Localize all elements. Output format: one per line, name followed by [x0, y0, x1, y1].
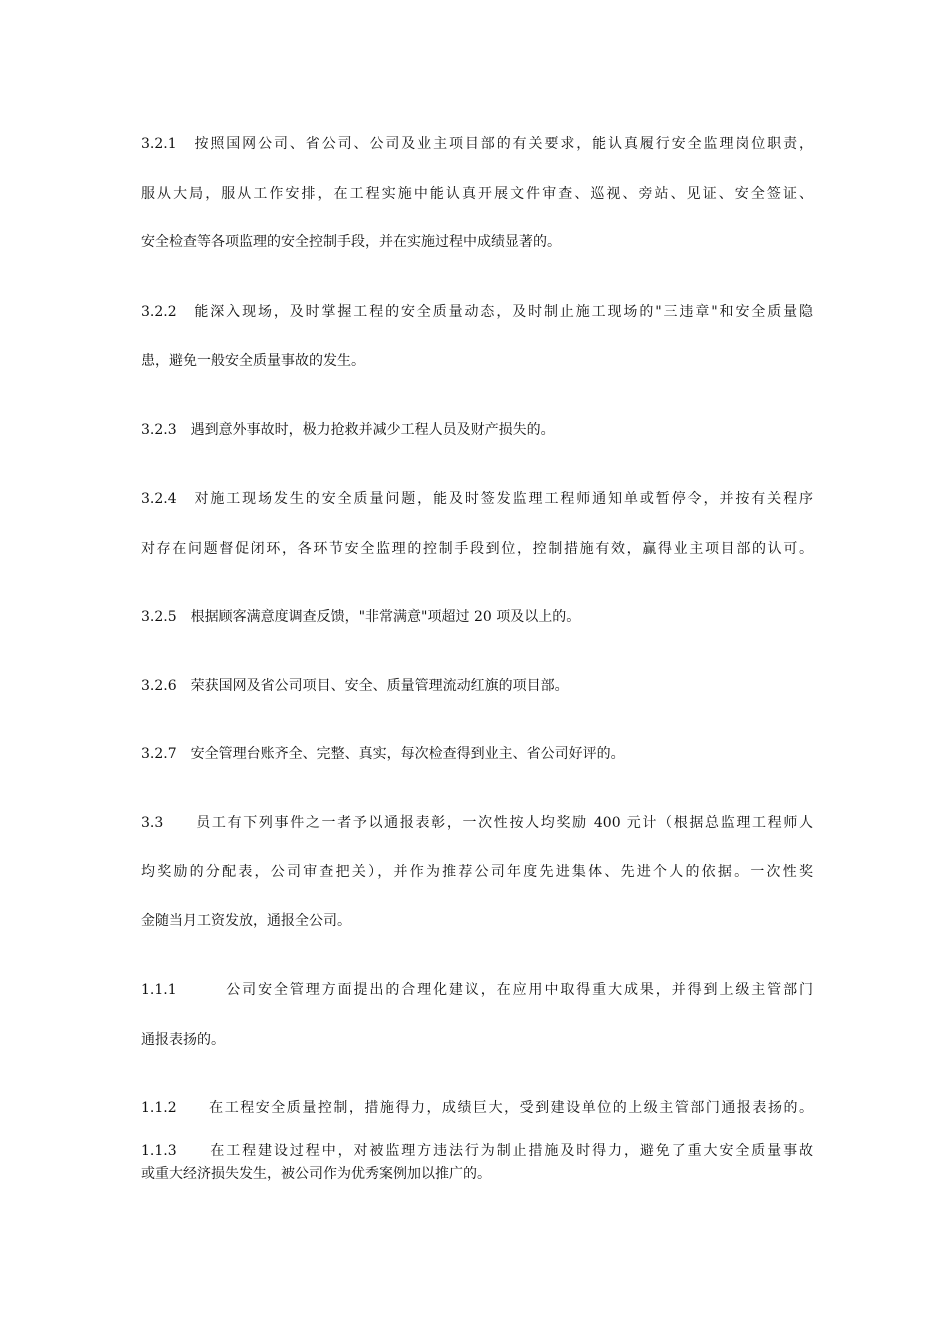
clause-1-1-2: 1.1.2 在工程安全质量控制，措施得力，成绩巨大，受到建设单位的上级主管部门通报表扬的。: [141, 1100, 813, 1116]
clause-3-2-1-line-2: 服从大局，服从工作安排，在工程实施中能认真开展文件审查、巡视、旁站、见证、安全签证、: [141, 186, 813, 202]
clause-3-2-7: 3.2.7 安全管理台账齐全、完整、真实，每次检查得到业主、省公司好评的。: [141, 746, 625, 762]
clause-3-3-line-1: 3.3 员工有下列事件之一者予以通报表彰，一次性按人均奖励 400 元计（根据总监理工程师人: [141, 815, 813, 831]
clause-3-2-2-line-1: 3.2.2 能深入现场，及时掌握工程的安全质量动态，及时制止施工现场的"三违章"和安全质量隐: [141, 304, 813, 320]
clause-1-1-3-line-2: 或重大经济损失发生，被公司作为优秀案例加以推广的。: [141, 1166, 491, 1182]
clause-3-2-4-line-1: 3.2.4 对施工现场发生的安全质量问题，能及时签发监理工程师通知单或暂停令，并按有关程序: [141, 491, 813, 507]
clause-3-2-6: 3.2.6 荣获国网及省公司项目、安全、质量管理流动红旗的项目部。: [141, 678, 569, 694]
clause-1-1-3-line-1: 1.1.3 在工程建设过程中，对被监理方违法行为制止措施及时得力，避免了重大安全质量事故: [141, 1143, 813, 1159]
clause-1-1-1-line-2: 通报表扬的。: [141, 1032, 225, 1048]
clause-3-3-line-3: 金随当月工资发放，通报全公司。: [141, 913, 351, 929]
clause-1-1-1-line-1: 1.1.1 公司安全管理方面提出的合理化建议，在应用中取得重大成果，并得到上级主管部门: [141, 982, 813, 998]
clause-3-2-1-line-1: 3.2.1 按照国网公司、省公司、公司及业主项目部的有关要求，能认真履行安全监理岗位职责，: [141, 136, 813, 152]
clause-3-2-1-line-3: 安全检查等各项监理的安全控制手段，并在实施过程中成绩显著的。: [141, 234, 561, 250]
clause-3-2-2-line-2: 患，避免一般安全质量事故的发生。: [141, 353, 365, 369]
clause-3-2-3: 3.2.3 遇到意外事故时，极力抢救并减少工程人员及财产损失的。: [141, 422, 555, 438]
clause-3-2-5: 3.2.5 根据顾客满意度调查反馈，"非常满意"项超过 20 项及以上的。: [141, 609, 581, 625]
clause-3-2-4-line-2: 对存在问题督促闭环，各环节安全监理的控制手段到位，控制措施有效，赢得业主项目部的认可。: [141, 541, 813, 557]
clause-3-3-line-2: 均奖励的分配表，公司审查把关），并作为推荐公司年度先进集体、先进个人的依据。一次性奖: [141, 864, 813, 880]
